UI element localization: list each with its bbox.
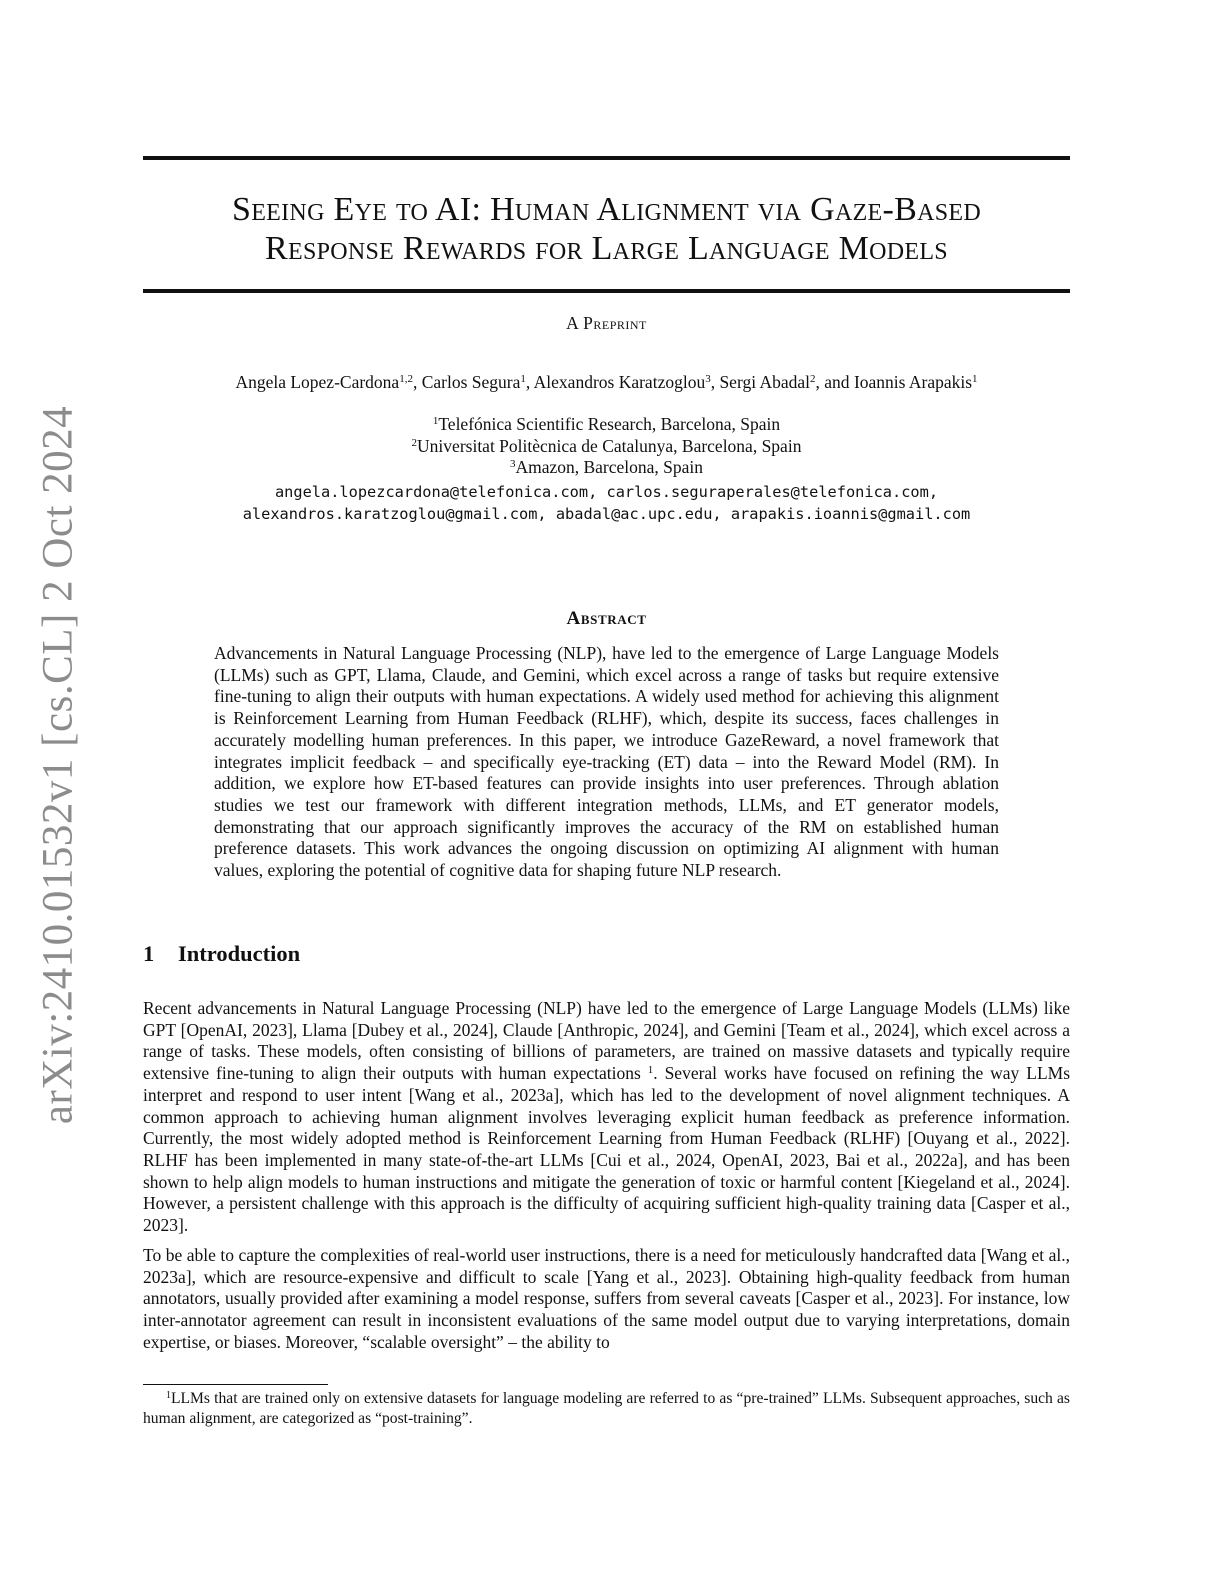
affiliation <box>143 436 1070 458</box>
author-separator: , <box>412 372 422 392</box>
author-emails <box>133 481 1080 525</box>
title-line-2: Response Rewards for Large Language Models <box>265 230 948 267</box>
author-name: Sergi Abadal <box>719 372 811 392</box>
title-rule-bottom <box>143 289 1070 293</box>
preprint-label: A Preprint <box>566 313 647 333</box>
affiliation <box>143 457 1070 479</box>
title-rule-top <box>143 156 1070 160</box>
affiliation-text: Universitat Politècnica de Catalunya, Barcelona, Spain <box>417 435 802 456</box>
affiliation-mark: 3 <box>509 458 516 470</box>
arxiv-identifier: arXiv:2410.01532v1 [cs.CL] 2 Oct 2024 <box>34 405 82 1125</box>
abstract-heading: Abstract <box>566 608 647 629</box>
paragraph-text: . Several works have focused on refining the way LLMs interpret and respond to user intent [Wang et al., 2023a], which has led to the development of novel alignment techniques. A common approach to achieving human alignment involves leveraging explicit human feedback as preference information. Currently, the most widely adopted method is Reinforcement Learning from Human Feedback (RLHF) [Ouyang et al., 2022]. RLHF has been implemented in many state-of-the-art LLMs [Cui et al., 2024, OpenAI, 2023, Bai et al., 2022a], and has been shown to help align models to human instructions and mitigate the generation of toxic or harmful content [Kiegeland et al., 2024]. However, a persistent challenge with this approach is the difficulty of acquiring sufficient high-quality training data [Casper et al., 2023]. <box>143 1063 1070 1236</box>
section-heading-introduction <box>143 941 300 967</box>
paper-title <box>143 190 1070 268</box>
affiliation-list <box>143 414 1070 479</box>
affiliation <box>143 414 1070 436</box>
section-number: 1 <box>143 941 155 966</box>
author-name: Ioannis Arapakis <box>853 372 973 392</box>
abstract-text: Advancements in Natural Language Processing (NLP), have led to the emergence of Large Language Models (LLMs) such as GPT, Llama, Claude, and Gemini, which excel across a range of tasks but require extensive fine-tuning to align their outputs with human expectations. A widely used method for achieving this alignment is Reinforcement Learning from Human Feedback (RLHF), which, despite its success, faces challenges in accurately modelling human preferences. In this paper, we introduce GazeReward, a novel framework that integrates implicit feedback – and specifically eye-tracking (ET) data – into the Reward Model (RM). In addition, we explore how ET-based features can provide insights into user preferences. Through ablation studies we test our framework with different integration methods, LLMs, and ET generator models, demonstrating that our approach significantly improves the accuracy of the RM on established human preference datasets. This work advances the ongoing discussion on optimizing AI alignment with human values, exploring the potential of cognitive data for shaping future NLP research. <box>214 643 999 881</box>
intro-paragraph-1 <box>143 998 1070 1237</box>
author-separator: , <box>525 372 534 392</box>
footnote-reference: 1 <box>647 1064 654 1077</box>
email-line-2: alexandros.karatzoglou@gmail.com, abadal@ac.upc.edu, arapakis.ioannis@gmail.com <box>242 505 971 523</box>
author-affil-mark: 1 <box>520 373 526 385</box>
footnote-text: LLMs that are trained only on extensive datasets for language modeling are referred to as “pre-trained” LLMs. Subsequent approaches, such as human alignment, are categorized as “post-training”. <box>143 1390 1070 1427</box>
author-affil-mark: 2 <box>810 373 816 385</box>
author-name: Alexandros Karatzoglou <box>533 372 706 392</box>
author-separator: , and <box>815 372 854 392</box>
author-name: Carlos Segura <box>421 372 521 392</box>
title-line-1: Seeing Eye to AI: Human Alignment via Gaze-Based <box>232 191 981 228</box>
author-affil-mark: 1,2 <box>399 373 413 385</box>
affiliation-text: Amazon, Barcelona, Spain <box>515 457 704 477</box>
email-line-1: angela.lopezcardona@telefonica.com, carlos.seguraperales@telefonica.com, <box>274 483 939 501</box>
affiliation-mark: 2 <box>411 436 418 449</box>
intro-paragraph-2: To be able to capture the complexities of real-world user instructions, there is a need for meticulously handcrafted data [Wang et al., 2023a], which are resource-expensive and difficult to scale [Yang et al., 2023]. Obtaining high-quality feedback from human annotators, usually provided after examining a model response, suffers from several caveats [Casper et al., 2023]. For instance, low inter-annotator agreement can result in inconsistent evaluations of the same model output due to varying interpretations, domain expertise, or biases. Moreover, “scalable oversight” – the ability to <box>143 1245 1070 1352</box>
author-affil-mark: 1 <box>972 373 978 385</box>
author-name: Angela Lopez-Cardona <box>235 372 400 392</box>
footnote-mark: 1 <box>166 1390 171 1401</box>
footnote-rule <box>143 1384 328 1385</box>
affiliation-text: Telefónica Scientific Research, Barcelona, Spain <box>438 414 781 434</box>
footnote <box>143 1389 1070 1429</box>
affiliation-mark: 1 <box>432 415 439 427</box>
author-separator: , <box>710 372 720 392</box>
paragraph-text: Recent advancements in Natural Language Processing (NLP) have led to the emergence of Large Language Models (LLMs) like GPT [OpenAI, 2023], Llama [Dubey et al., 2024], Claude [Anthropic, 2024], and Gemini [Team et al., 2024], which excel across a range of tasks. These models, often consisting of billions of parameters, are trained on massive datasets and typically require extensive fine-tuning to align their outputs with human expectations <box>143 998 1070 1084</box>
author-affil-mark: 3 <box>705 373 711 385</box>
author-list <box>143 372 1070 393</box>
section-title: Introduction <box>178 941 301 966</box>
